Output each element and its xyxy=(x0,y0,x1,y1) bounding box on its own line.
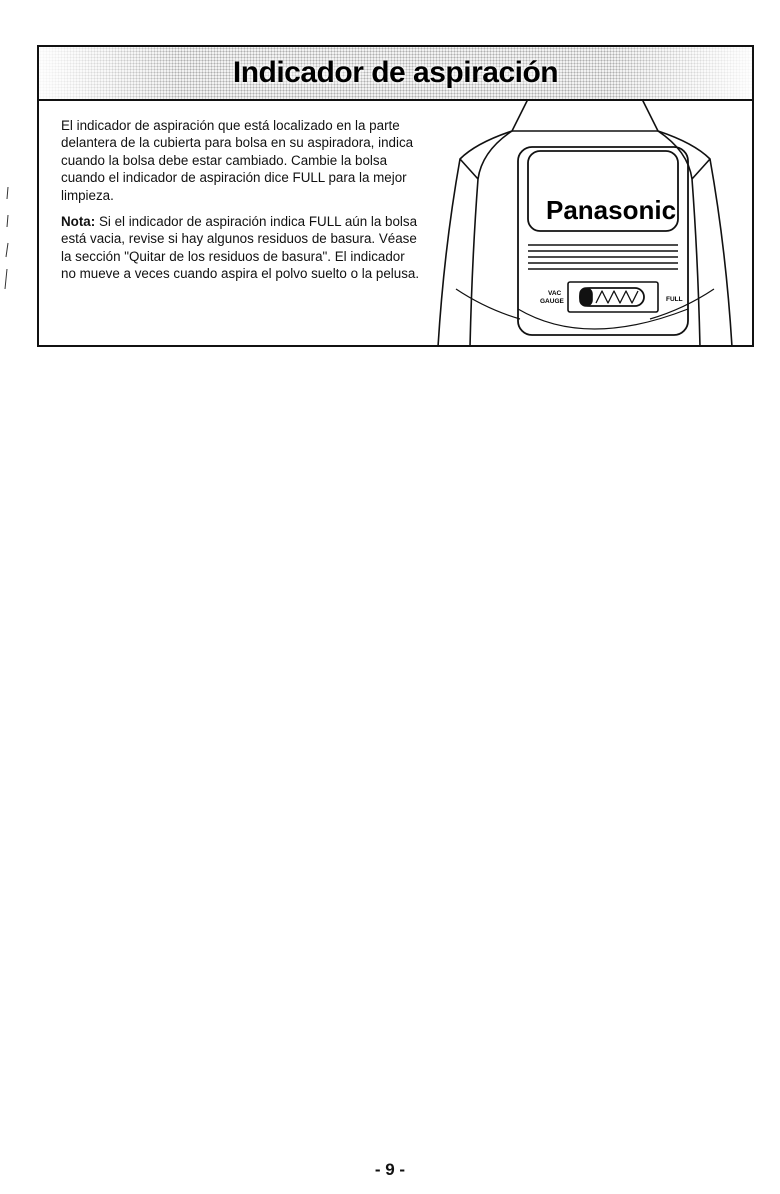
section-title-band xyxy=(39,47,752,101)
vac-label: VAC xyxy=(548,290,562,297)
intro-paragraph: El indicador de aspiración que está localizado en la parte delantera de la cubierta para bolsa en su aspiradora, indica cuando la bolsa debe estar cambiado. Cambie la bolsa cuando el indicador de aspiración dice FULL para la mejor limpieza. xyxy=(61,118,414,203)
note-label: Nota: xyxy=(61,214,96,230)
note-paragraph xyxy=(61,213,421,283)
brand-logo-text: Panasonic xyxy=(546,195,677,225)
section-text xyxy=(61,117,421,292)
vacuum-gauge-section xyxy=(37,45,754,347)
full-label: FULL xyxy=(666,296,683,303)
gauge-label: GAUGE xyxy=(540,298,564,305)
vacuum-gauge-illustration xyxy=(416,99,754,347)
scan-margin-marks xyxy=(2,185,12,295)
section-title: Indicador de aspiración xyxy=(232,56,559,89)
note-text: Si el indicador de aspiración indica FULL aún la bolsa está vacia, revise si hay algunos residuos de basura. Véase la sección "Quitar de los residuos de basura". El indicador no mueve a veces cuando aspira el polvo suelto o la pelusa. xyxy=(61,214,420,282)
page-number: - 9 - xyxy=(374,1160,406,1179)
